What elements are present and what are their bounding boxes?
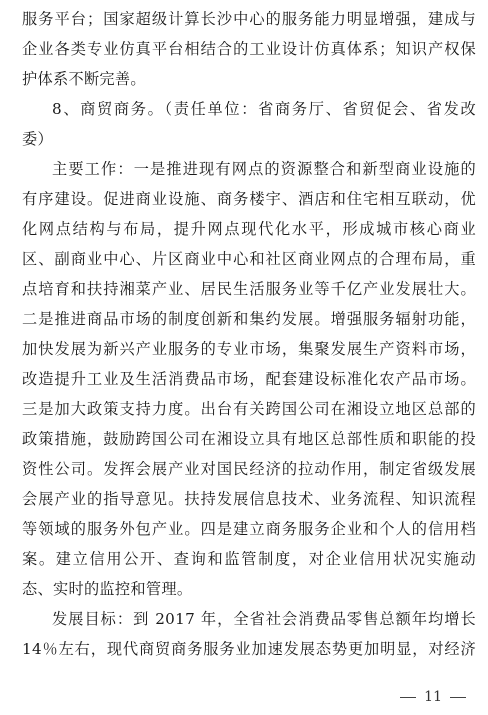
- text-line: 改造提升工业及生活消费品市场，配套建设标准化农产品市场。: [22, 370, 476, 388]
- text-line: 资性公司。发挥会展产业对国民经济的拉动作用，制定省级发展: [22, 460, 476, 478]
- text-line: 二是推进商品市场的制度创新和集约发展。增强服务辐射功能，: [22, 310, 476, 328]
- page-footer: [400, 689, 466, 705]
- text-line: 14％左右，现代商贸商务服务业加速发展态势更加明显，对经济: [22, 640, 476, 658]
- text-line: 政策措施，鼓励跨国公司在湘设立具有地区总部性质和职能的投: [22, 430, 476, 448]
- text-line: 化网点结构与布局，提升网点现代化水平，形成城市核心商业: [22, 220, 476, 238]
- text-line: 三是加大政策支持力度。出台有关跨国公司在湘设立地区总部的: [22, 400, 476, 418]
- text-line: 8、商贸商务。（责任单位：省商务厅、省贸促会、省发改: [52, 100, 476, 118]
- text-line: 企业各类专业仿真平台相结合的工业设计仿真体系；知识产权保: [22, 40, 476, 58]
- text-line: 点培育和扶持湘菜产业、居民生活服务业等千亿产业发展壮大。: [22, 280, 476, 298]
- text-line: 发展目标：到 2017 年，全省社会消费品零售总额年均增长: [52, 610, 476, 628]
- page-number: 11: [424, 689, 442, 705]
- text-line: 委）: [22, 130, 53, 148]
- footer-dash-left: [400, 697, 416, 698]
- text-line: 服务平台；国家超级计算长沙中心的服务能力明显增强，建成与: [22, 10, 476, 28]
- text-line: 主要工作：一是推进现有网点的资源整合和新型商业设施的: [52, 160, 476, 178]
- text-line: 区、副商业中心、片区商业中心和社区商业网点的合理布局，重: [22, 250, 476, 268]
- footer-dash-right: [450, 697, 466, 698]
- text-line: 护体系不断完善。: [22, 70, 146, 88]
- body-text: [22, 4, 476, 664]
- text-line: 案。建立信用公开、查询和监管制度，对企业信用状况实施动: [22, 550, 476, 568]
- text-line: 会展产业的指导意见。扶持发展信息技术、业务流程、知识流程: [22, 490, 476, 508]
- text-line: 态、实时的监控和管理。: [22, 580, 193, 598]
- text-line: 有序建设。促进商业设施、商务楼宇、酒店和住宅相互联动，优: [22, 190, 476, 208]
- text-line: 等领域的服务外包产业。四是建立商务服务企业和个人的信用档: [22, 520, 476, 538]
- text-line: 加快发展为新兴产业服务的专业市场，集聚发展生产资料市场，: [22, 340, 476, 358]
